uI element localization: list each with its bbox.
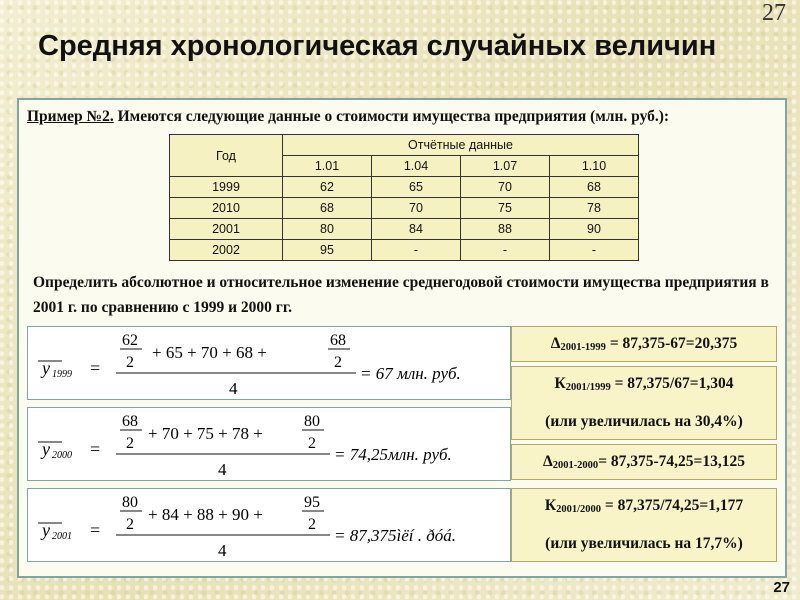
middle-terms: + 84 + 88 + 90 +	[148, 505, 263, 524]
result-text: = 87,375-74,25=13,125	[598, 453, 746, 470]
example-label: Пример №2.	[27, 108, 114, 125]
fraction-denominator: 2	[334, 354, 342, 371]
example-text: Имеются следующие данные о стоимости имущества предприятия (млн. руб.):	[113, 108, 670, 125]
result-subscript: 2001-1999	[560, 342, 606, 353]
value-cell: 84	[372, 219, 461, 240]
result-text: = 87,375-67=20,375	[605, 335, 738, 352]
k-symbol: К	[554, 375, 566, 392]
reporting-data-header: Отчётные данные	[283, 135, 639, 156]
value-cell: 95	[283, 240, 372, 261]
fraction-numerator: 62	[122, 332, 138, 349]
year-cell: 2001	[170, 219, 283, 240]
middle-terms: + 65 + 70 + 68 +	[152, 343, 267, 362]
table-row	[170, 219, 639, 240]
year-column-header: Год	[170, 135, 283, 177]
value-cell: 68	[283, 198, 372, 219]
value-cell: 88	[461, 219, 550, 240]
value-cell: 62	[283, 177, 372, 198]
result-subscript: 2001/1999	[565, 382, 611, 393]
value-cell: -	[461, 240, 550, 261]
result-rel-change-1999	[511, 366, 777, 440]
year-cell: 2002	[170, 240, 283, 261]
formula-2001-svg	[28, 489, 510, 561]
formula-2000	[27, 407, 511, 481]
fraction-numerator: 68	[122, 413, 138, 430]
date-header: 1.10	[550, 156, 639, 177]
table-row	[170, 198, 639, 219]
equals-sign: =	[90, 439, 101, 459]
year-cell: 2010	[170, 198, 283, 219]
main-denominator: 4	[229, 379, 238, 398]
ybar-symbol: y	[42, 439, 50, 459]
fraction-denominator: 2	[126, 516, 134, 533]
table-header-row	[170, 135, 639, 156]
fraction-numerator: 80	[304, 413, 320, 430]
ybar-subscript: 2000	[52, 450, 72, 461]
fraction-denominator: 2	[126, 435, 134, 452]
formula-1999-svg	[28, 327, 510, 399]
value-cell: 70	[372, 198, 461, 219]
result-text: = 87,375/74,25=1,177	[601, 497, 744, 514]
result-abs-change-2000	[511, 444, 777, 480]
slide-title: Средняя хронологическая случайных величин	[38, 30, 717, 62]
value-cell: 70	[461, 177, 550, 198]
result-note: (или увеличилась на 30,4%)	[545, 413, 743, 430]
date-header: 1.04	[372, 156, 461, 177]
ybar-subscript: 2001	[52, 531, 72, 542]
value-cell: 78	[550, 198, 639, 219]
year-cell: 1999	[170, 177, 283, 198]
main-denominator: 4	[218, 460, 227, 479]
delta-symbol: Δ	[542, 453, 553, 470]
main-denominator: 4	[218, 541, 227, 560]
delta-symbol: Δ	[550, 335, 561, 352]
equals-sign: =	[90, 520, 101, 540]
formula-result: = 87,375ìëí . ðóá.	[334, 526, 456, 545]
page-number-top: 27	[762, 0, 786, 26]
result-note: (или увеличилась на 17,7%)	[545, 535, 743, 552]
fraction-denominator: 2	[308, 435, 316, 452]
fraction-numerator: 80	[122, 494, 138, 511]
value-cell: 68	[550, 177, 639, 198]
fraction-denominator: 2	[126, 354, 134, 371]
table-row	[170, 240, 639, 261]
fraction-denominator: 2	[308, 516, 316, 533]
table-row	[170, 177, 639, 198]
value-cell: -	[372, 240, 461, 261]
equals-sign: =	[90, 358, 101, 378]
result-abs-change-1999	[511, 326, 777, 362]
task-statement: Определить абсолютное и относительное изменение среднегодовой стоимости имущества предприятия в 2001 г. по сравнению с 1999 и 2000 гг.	[33, 274, 769, 316]
ybar-subscript: 1999	[52, 369, 72, 380]
date-header: 1.07	[461, 156, 550, 177]
example-intro	[27, 104, 777, 129]
result-rel-change-2000	[511, 488, 777, 562]
content-panel	[17, 98, 787, 578]
result-text: = 87,375/67=1,304	[610, 375, 734, 392]
value-cell: -	[550, 240, 639, 261]
date-header: 1.01	[283, 156, 372, 177]
result-subscript: 2001-2000	[552, 460, 599, 471]
property-value-table	[169, 134, 639, 261]
formula-result: = 67 млн. руб.	[360, 364, 461, 383]
formula-2000-svg	[28, 408, 510, 480]
value-cell: 80	[283, 219, 372, 240]
ybar-symbol: y	[42, 358, 50, 378]
value-cell: 65	[372, 177, 461, 198]
formula-1999	[27, 326, 511, 400]
value-cell: 90	[550, 219, 639, 240]
formula-result: = 74,25млн. руб.	[334, 445, 452, 464]
k-symbol: К	[544, 497, 557, 514]
ybar-symbol: y	[42, 520, 50, 540]
formula-2001	[27, 488, 511, 562]
page-number-bottom: 27	[773, 579, 790, 596]
middle-terms: + 70 + 75 + 78 +	[148, 424, 263, 443]
fraction-numerator: 68	[330, 332, 346, 349]
fraction-numerator: 95	[304, 494, 320, 511]
value-cell: 75	[461, 198, 550, 219]
result-subscript: 2001/2000	[556, 504, 602, 515]
